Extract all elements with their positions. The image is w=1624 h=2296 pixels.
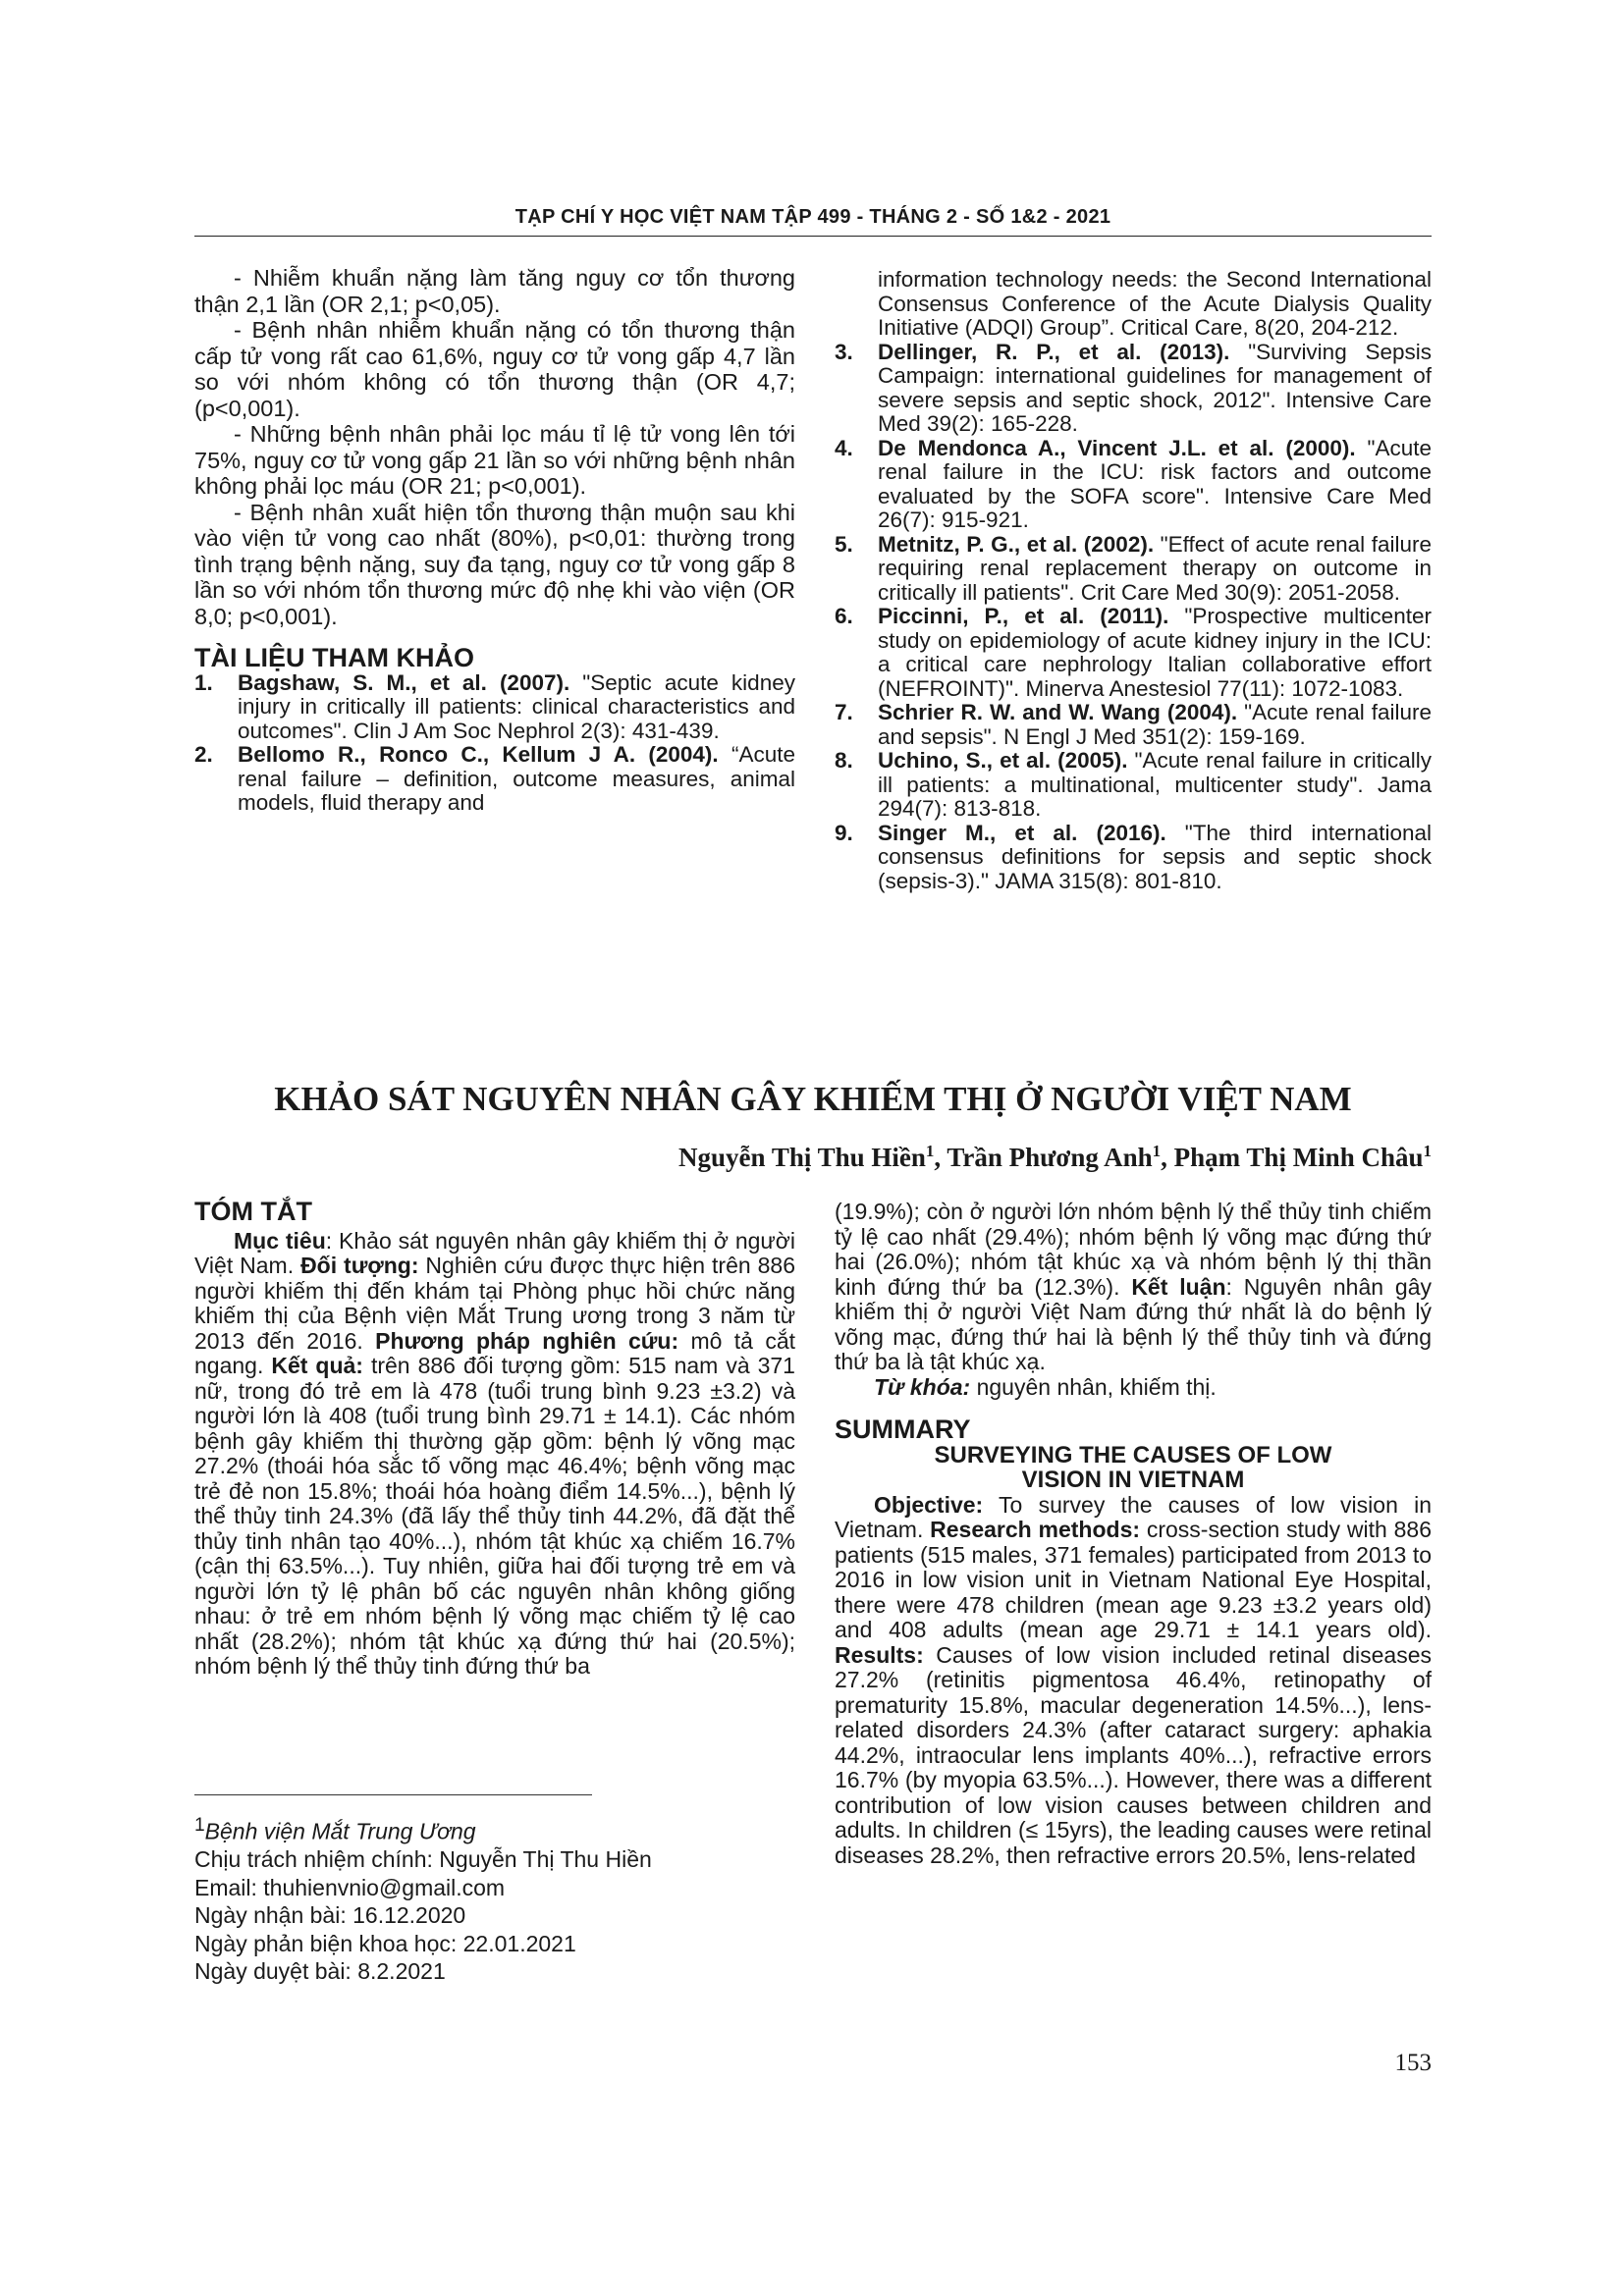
top-right-column [835,268,1432,893]
author-line [194,1142,1432,1173]
reference-item [194,743,795,816]
author-affiliation-mark: 1 [925,1142,935,1160]
reference-authors: Metnitz, P. G., et al. (2002). [878,531,1155,557]
footnote-line: Chịu trách nhiệm chính: Nguyễn Thị Thu Hiền [194,1846,652,1873]
reference-item [194,671,795,744]
conclusion-item: - Bệnh nhân nhiễm khuẩn nặng có tổn thương thận cấp tử vong rất cao 61,6%, nguy cơ tử vong gấp 4,7 lần so với nhóm không có tổn thương thận (OR 4,7; (p<0,001). [194,317,795,421]
footnote-affiliation: Bệnh viện Mắt Trung Ương [204,1818,476,1844]
reference-number: 3. [835,339,853,364]
reference-text: "Effect of acute renal failure requiring renal replacement therapy on outcome in critically ill patients". Crit Care Med 30(9): 2051-2058. [878,531,1433,605]
reference-item [835,701,1432,749]
reference-text: "Surviving Sepsis Campaign: international guidelines for management of severe sepsis and septic shock, 2012". Intensive Care Med 39(2): 165-228. [878,339,1432,436]
reference-text: information technology needs: the Second International Consensus Conference of the Acute Dialysis Quality Initiative (ADQI) Group”. Critical Care, 8(20, 204-212. [878,267,1432,340]
reference-number: 7. [835,700,853,724]
article-title: KHẢO SÁT NGUYÊN NHÂN GÂY KHIẾM THỊ Ở NGƯỜI VIỆT NAM [274,1080,1352,1118]
summary-objective-label: Objective: [874,1491,984,1518]
reference-item [835,749,1432,822]
summary-results-label: Results: [835,1641,924,1668]
references-heading: TÀI LIỆU THAM KHẢO [194,643,474,672]
author-affiliation-mark: 1 [1423,1142,1432,1160]
footnote [194,1812,705,1986]
objective-label: Mục tiêu [234,1227,326,1254]
reference-number: 5. [835,531,853,557]
reference-text: “Acute renal failure – definition, outcome measures, animal models, fluid therapy and [238,742,795,815]
reference-text: "Acute renal failure and sepsis". N Engl J Med 351(2): 159-169. [878,700,1432,749]
footnote-mark: 1 [194,1815,205,1836]
keywords-text: nguyên nhân, khiếm thị. [970,1373,1217,1400]
reference-text: "Acute renal failure in the ICU: risk factors and outcome evaluated by the SOFA score". Intensive Care Med 26(7): 915-921. [878,435,1432,532]
results-text: trên 886 đối tượng gồm: 515 nam và 371 nữ, trong đó trẻ em là 478 (tuổi trung bình 9.23 ±3.2) và người lớn là 408 (tuổi trung bình 29.71 ± 14.1). Các nhóm bệnh gây khiếm thị thường gặp gồm: bệnh lý võng mạc 27.2% (thoái hóa sắc tố võng mạc 46.4%; bệnh võng mạc trẻ đẻ non 15.8%; thoái hóa hoàng điểm 14.5%...), bệnh lý thể thủy tinh 24.3% (đã lấy thể thủy tinh 44.2%, đã đặt thể thủy tinh nhân tạo 40%...), nhóm tật khúc xạ chiếm 16.7% (cận thị 63.5%...). Tuy nhiên, giữa hai đối tượng trẻ em và người lớn tỷ lệ phân bố các nguyên nhân không giống nhau: ở trẻ em nhóm bệnh lý võng mạc chiếm tỷ lệ cao nhất (28.2%); nhóm tật khúc xạ đứng thứ hai (20.5%); nhóm bệnh lý thể thủy tinh đứng thứ ba [194,1353,795,1679]
reference-text: "Septic acute kidney injury in critically ill patients: clinical characteristics and outcomes". Clin J Am Soc Nephrol 2(3): 431-439. [238,669,795,743]
reference-item [835,822,1432,894]
reference-authors: Bellomo R., Ronco C., Kellum J A. (2004). [238,742,719,767]
summary-methods-label: Research methods: [930,1517,1141,1542]
abstract-vi-column [194,1197,796,1680]
reference-authors: De Mendonca A., Vincent J.L. et al. (2000). [878,435,1356,460]
author-name: Phạm Thị Minh Châu [1173,1143,1424,1172]
top-left-column [194,265,795,816]
abstract-vi-heading: TÓM TẮT [194,1197,312,1226]
abstract-vi-paragraph [194,1229,795,1680]
reference-number: 8. [835,748,853,773]
summary-results-text: Causes of low vision included retinal diseases 27.2% (retinitis pigmentosa 46.4%, retinopathy of prematurity 15.8%, macular degeneration 14.5%...), lens-related disorders 24.3% (after cataract surgery: aphakia 44.2%, intraocular lens implants 40%...), refractive errors 16.7% (by myopia 63.5%...). However, there was a different contribution of low vision causes between children and adults. In children (≤ 15yrs), the leading causes were retinal diseases 28.2%, then refractive errors 20.5%, lens-related [835,1641,1432,1868]
reference-authors: Bagshaw, S. M., et al. (2007). [238,669,570,695]
conclusion-item: - Những bệnh nhân phải lọc máu tỉ lệ tử vong lên tới 75%, nguy cơ tử vong gấp 21 lần so với những bệnh nhân không phải lọc máu (OR 21; p<0,001). [194,421,795,499]
footnote-line: Email: thuhienvnio@gmail.com [194,1874,506,1900]
reference-authors: Uchino, S., et al. (2005). [878,748,1128,773]
methods-label: Phương pháp nghiên cứu: [375,1327,679,1354]
keywords [835,1375,1432,1401]
references-list-right [835,268,1432,893]
results-text-continued: (19.9%); còn ở người lớn nhóm bệnh lý thể thủy tinh chiếm tỷ lệ cao nhất (29.4%); nhóm bệnh lý võng mạc đứng thứ hai (26.0%); nhóm tật khúc xạ và nhóm bệnh lý thị thần kinh đứng thứ ba (12.3%). [835,1199,1432,1300]
conclusion-item: - Nhiễm khuẩn nặng làm tăng nguy cơ tổn thương thận 2,1 lần (OR 2,1; p<0,05). [194,265,795,317]
summary-paragraph [835,1493,1432,1869]
reference-item [835,605,1432,701]
reference-text: "The third international consensus definitions for sepsis and septic shock (sepsis-3)." JAMA 315(8): 801-810. [878,820,1432,893]
author-name: Trần Phương Anh [947,1143,1153,1172]
reference-authors: Schrier R. W. and W. Wang (2004). [878,700,1238,724]
author-name: Nguyễn Thị Thu Hiền [678,1143,926,1172]
author-separator: , [934,1143,947,1172]
reference-number: 9. [835,820,853,845]
keywords-label: Từ khóa: [874,1373,971,1400]
reference-authors: Piccinni, P., et al. (2011). [878,604,1169,628]
results-label: Kết quả: [271,1353,363,1378]
conclusion-text: : Nguyên nhân gây khiếm thị ở người Việt Nam đứng thứ nhất là do bệnh lý võng mạc, đứng thứ hai là bệnh lý thể thủy tinh và đứng thứ ba là tật khúc xạ. [835,1273,1432,1374]
abstract-right-column [835,1200,1432,1868]
reference-number: 4. [835,435,853,460]
footnote-rule [194,1794,592,1795]
author-separator: , [1161,1143,1174,1172]
reference-number: 6. [835,604,853,628]
abstract-vi-continued [835,1200,1432,1375]
conclusion-item: - Bệnh nhân xuất hiện tổn thương thận muộn sau khi vào viện tử vong cao nhất (80%), p<0,01: thường trong tình trạng bệnh nặng, suy đa tạng, nguy cơ tử vong gấp 8 lần so với nhóm tổn thương mức độ nhẹ khi vào viện (OR 8,0; p<0,001). [194,499,795,629]
reference-item [835,268,1432,341]
summary-methods-text: cross-section study with 886 patients (515 males, 371 females) participated from 2013 to 2016 in low vision unit in Vietnam National Eye Hospital, there were 478 children (mean age 9.23 ±3.2 years old) and 408 adults (mean age 29.71 ± 14.1 years old). [835,1517,1432,1642]
summary-title: SURVEYING THE CAUSES OF LOW VISION IN VIETNAM [934,1441,1332,1493]
journal-header: TẠP CHÍ Y HỌC VIỆT NAM TẬP 499 - THÁNG 2 - SỐ 1&2 - 2021 [514,206,1111,228]
conclusion-label: Kết luận [1131,1273,1226,1300]
footnote-line: Ngày duyệt bài: 8.2.2021 [194,1958,446,1985]
author-affiliation-mark: 1 [1152,1142,1162,1160]
summary-objective-text: To survey the causes of low vision in Vietnam. [835,1491,1432,1542]
reference-item [835,437,1432,533]
reference-authors: Dellinger, R. P., et al. (2013). [878,339,1230,364]
reference-number: 2. [194,742,213,767]
reference-number: 1. [194,669,213,695]
footnote-line: Ngày phản biện khoa học: 22.01.2021 [194,1930,576,1956]
header-rule [194,236,1432,237]
page-number: 153 [1394,2050,1432,2076]
reference-authors: Singer M., et al. (2016). [878,820,1166,845]
objective-text: : Khảo sát nguyên nhân gây khiếm thị ở người Việt Nam. [194,1227,796,1278]
subjects-text: Nghiên cứu được thực hiện trên 886 người khiếm thị đến khám tại Phòng phục hồi chức năng khiếm thị của Bệnh viện Mắt Trung ương trong 3 năm từ 2013 đến 2016. [194,1253,795,1354]
reference-text: "Prospective multicenter study on epidemiology of acute kidney injury in the ICU: a critical care nephrology Italian collaborative effort (NEFROINT)". Minerva Anestesiol 77(11): 1072-1083. [878,604,1432,701]
reference-text: "Acute renal failure in critically ill patients: a multinational, multicenter study". Jama 294(7): 813-818. [878,748,1433,821]
reference-item [835,341,1432,437]
reference-item [835,533,1432,606]
methods-text: mô tả cắt ngang. [194,1327,796,1378]
subjects-label: Đối tượng: [300,1253,419,1278]
footnote-line: Ngày nhận bài: 16.12.2020 [194,1902,466,1929]
summary-heading: SUMMARY [835,1415,971,1444]
references-list-left [194,671,795,816]
